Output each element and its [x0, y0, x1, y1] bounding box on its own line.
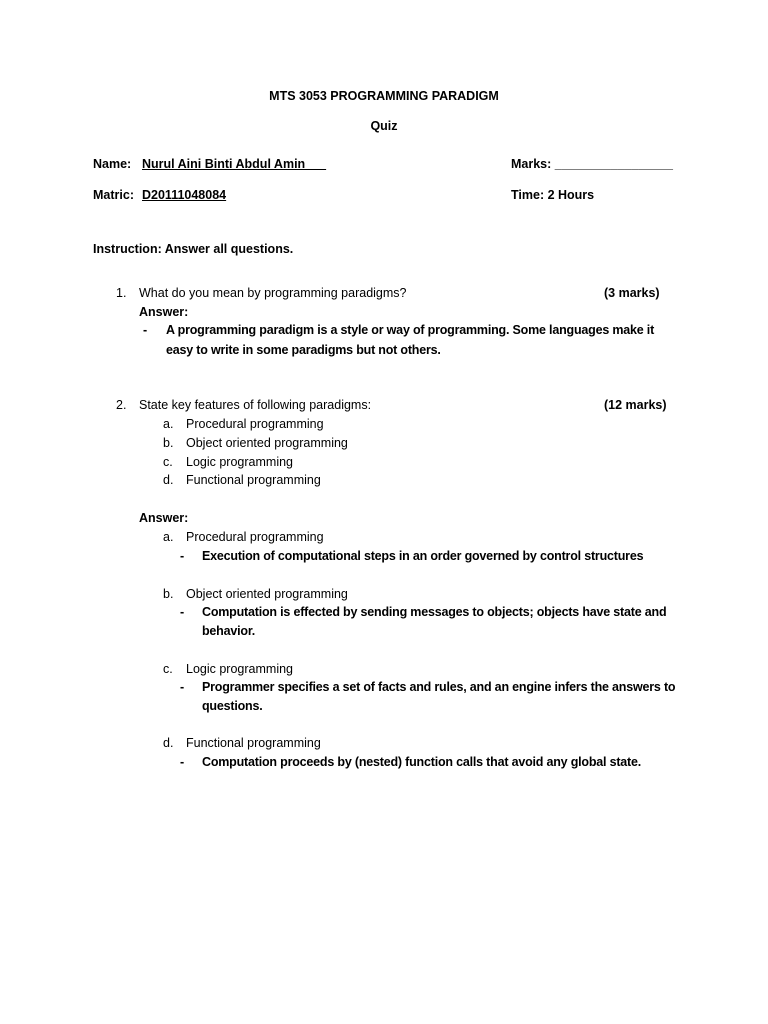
answer-bullet: - — [180, 680, 185, 694]
name-label: Name: — [93, 157, 132, 171]
time-field: Time: 2 Hours — [511, 188, 595, 202]
answer-label: Answer: — [139, 305, 189, 319]
assessment-title: Quiz — [370, 119, 398, 133]
answer-part-label: Functional programming — [186, 736, 321, 750]
course-title: MTS 3053 PROGRAMMING PARADIGM — [269, 89, 499, 103]
part-letter: d. — [163, 473, 174, 487]
answer-part-label: Procedural programming — [186, 530, 324, 544]
name-value: Nurul Aini Binti Abdul Amin___ — [142, 157, 327, 171]
answer-part-letter: a. — [163, 530, 174, 544]
part-letter: b. — [163, 436, 174, 450]
part-letter: c. — [163, 455, 173, 469]
matric-value: D20111048084 — [142, 188, 227, 202]
answer-line: questions. — [202, 699, 263, 713]
answer-bullet: - — [180, 549, 185, 563]
answer-line: Computation is effected by sending messages to objects; objects have state and — [202, 605, 667, 619]
answer-line: A programming paradigm is a style or way of programming. Some languages make it — [166, 323, 655, 337]
answer-part-letter: b. — [163, 587, 174, 601]
answer-line: behavior. — [202, 624, 256, 638]
answer-part-label: Logic programming — [186, 662, 293, 676]
part-label: Logic programming — [186, 455, 293, 469]
answer-bullet: - — [180, 755, 185, 769]
part-label: Functional programming — [186, 473, 321, 487]
answer-label: Answer: — [139, 511, 189, 525]
marks-field: Marks: _________________ — [511, 157, 673, 171]
matric-label: Matric: — [93, 188, 134, 202]
instruction: Instruction: Answer all questions. — [93, 242, 294, 256]
question-prompt: State key features of following paradigms: — [139, 398, 372, 412]
answer-line: Execution of computational steps in an order governed by control structures — [202, 549, 644, 563]
part-label: Object oriented programming — [186, 436, 348, 450]
answer-line: Programmer specifies a set of facts and rules, and an engine infers the answers to — [202, 680, 676, 694]
part-letter: a. — [163, 417, 174, 431]
question-prompt: What do you mean by programming paradigms? — [139, 286, 407, 300]
answer-line: Computation proceeds by (nested) function calls that avoid any global state. — [202, 755, 642, 769]
answer-part-letter: d. — [163, 736, 174, 750]
answer-line: easy to write in some paradigms but not others. — [166, 343, 441, 357]
question-marks: (12 marks) — [604, 398, 667, 412]
question-marks: (3 marks) — [604, 286, 660, 300]
answer-part-letter: c. — [163, 662, 173, 676]
answer-bullet: - — [180, 605, 185, 619]
question-number: 1. — [116, 286, 127, 300]
answer-part-label: Object oriented programming — [186, 587, 348, 601]
answer-bullet: - — [143, 323, 148, 337]
question-number: 2. — [116, 398, 127, 412]
part-label: Procedural programming — [186, 417, 324, 431]
